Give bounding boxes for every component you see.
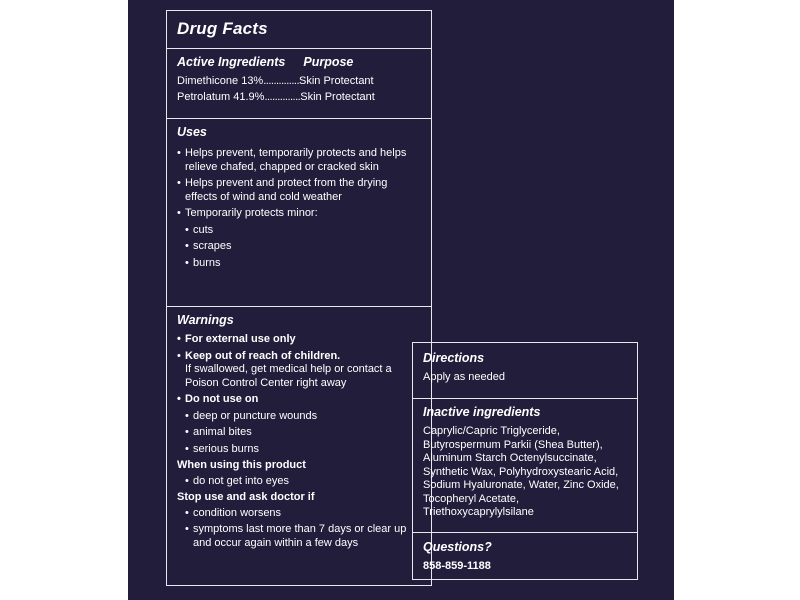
- list-item: • For external use only: [177, 333, 421, 347]
- ingredient-leader: ..............: [264, 91, 301, 103]
- warnings-list: [177, 333, 421, 456]
- ingredient-name: Petrolatum 41.9%: [177, 91, 265, 103]
- phone-number: 858-859-1188: [423, 560, 491, 572]
- active-ingredient-row: [177, 89, 421, 105]
- list-item: • do not get into eyes: [177, 475, 421, 489]
- list-item: • cuts: [177, 224, 421, 238]
- active-ingredient-row: [177, 73, 421, 89]
- stop-use-label: Stop use and ask doctor if: [177, 491, 315, 503]
- ingredient-name: Dimethicone 13%: [177, 75, 264, 87]
- questions-section: [413, 532, 637, 582]
- list-item: • serious burns: [177, 443, 421, 457]
- list-item: • symptoms last more than 7 days or clear up and occur again within a few days: [177, 523, 421, 550]
- list-item: • Helps prevent, temporarily protects and helps relieve chafed, chapped or cracked skin: [177, 147, 421, 174]
- questions-heading: Questions?: [423, 540, 492, 554]
- directions-heading: Directions: [423, 351, 485, 365]
- ingredient-purpose: Skin Protectant: [300, 91, 375, 103]
- inactive-heading: Inactive ingredients: [423, 405, 541, 419]
- warnings-section: [167, 306, 431, 561]
- drug-facts-title: Drug Facts: [177, 19, 268, 38]
- inactive-section: [413, 398, 637, 532]
- label-panel: [128, 0, 674, 600]
- drug-facts-box: [166, 10, 432, 586]
- when-using-list: [177, 475, 421, 489]
- directions-text: Apply as needed: [423, 371, 505, 383]
- purpose-heading: Purpose: [303, 55, 354, 69]
- keep-out-detail: If swallowed, get medical help or contact a Poison Control Center right away: [185, 363, 392, 389]
- active-ingredients-section: [167, 48, 431, 118]
- inactive-text: Caprylic/Capric Triglyceride, Butyrospermum Parkii (Shea Butter), Aluminum Starch Octenylsuccinate, Synthetic Wax, Polyhydroxystearic Acid, Sodium Hyaluronate, Water, Zinc Oxide, Tocopheryl Acetate, Triethoxycaprylylsilane: [423, 425, 619, 518]
- list-item: • Helps prevent and protect from the drying effects of wind and cold weather: [177, 177, 421, 204]
- active-ingredients-heading: Active Ingredients: [177, 55, 286, 69]
- directions-box: [412, 342, 638, 580]
- list-item: • condition worsens: [177, 507, 421, 521]
- stop-use-list: [177, 507, 421, 551]
- list-item: • burns: [177, 257, 421, 271]
- drug-facts-header: [167, 11, 431, 48]
- warnings-heading: Warnings: [177, 313, 234, 327]
- ingredient-leader: ..............: [263, 75, 300, 87]
- ingredient-purpose: Skin Protectant: [299, 75, 374, 87]
- list-item: • animal bites: [177, 426, 421, 440]
- list-item: • Do not use on: [177, 393, 421, 407]
- list-item: • scrapes: [177, 240, 421, 254]
- uses-heading: Uses: [177, 125, 207, 139]
- list-item: • deep or puncture wounds: [177, 410, 421, 424]
- list-item: [177, 350, 421, 391]
- active-header-row: [177, 55, 421, 69]
- when-using-label: When using this product: [177, 459, 306, 471]
- list-item: • Temporarily protects minor:: [177, 207, 421, 221]
- directions-section: [413, 343, 637, 398]
- uses-section: [167, 118, 431, 306]
- keep-out-text: Keep out of reach of children.: [185, 349, 341, 362]
- uses-list: [177, 147, 421, 270]
